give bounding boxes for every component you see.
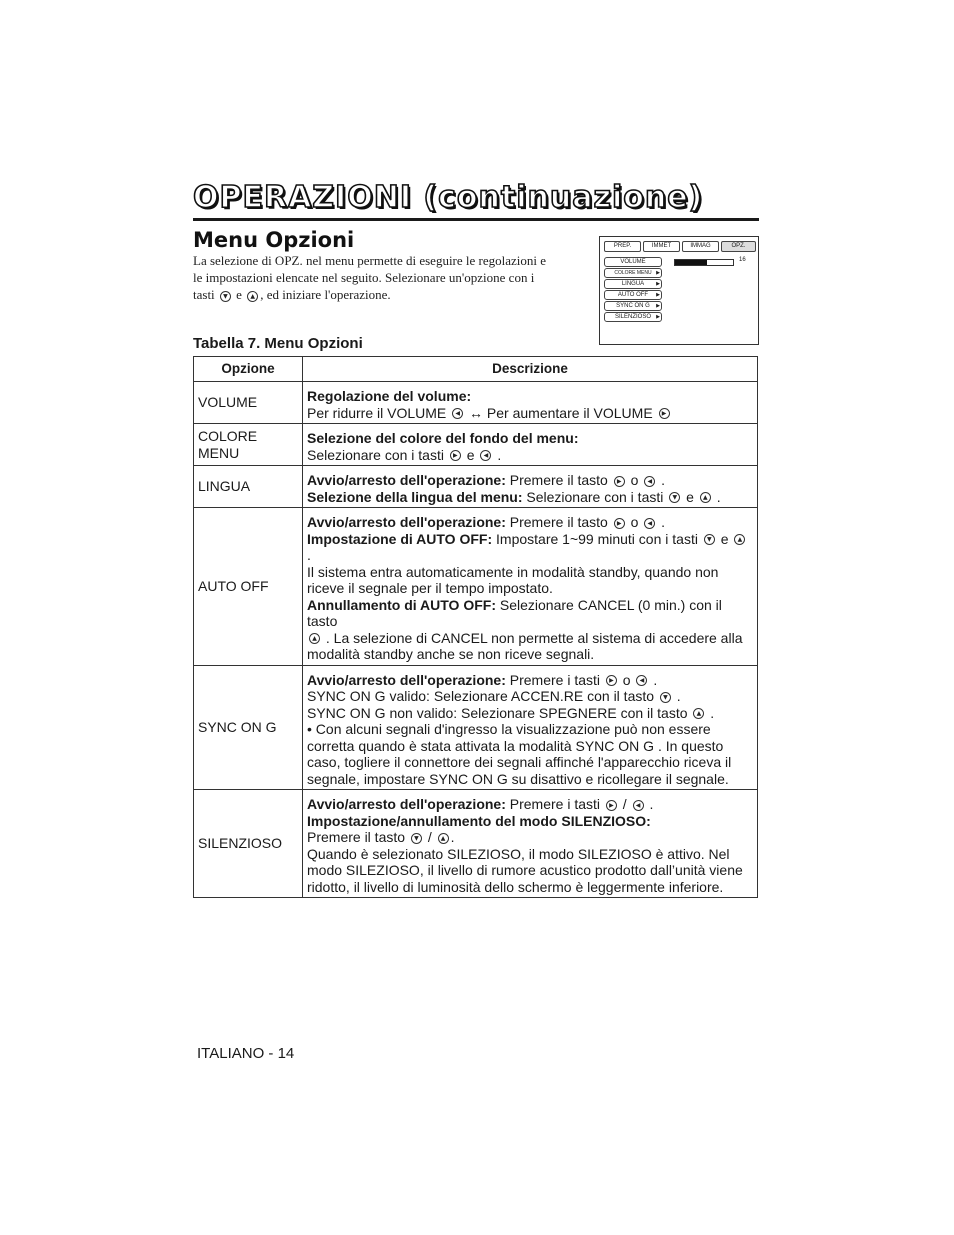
- left-key-icon: ◀: [636, 675, 647, 686]
- table-row: [194, 508, 758, 666]
- option-cell: LINGUA: [194, 466, 303, 508]
- option-cell: AUTO OFF: [194, 508, 303, 666]
- osd-tab-opz: OPZ.: [721, 241, 756, 252]
- table-row: [194, 665, 758, 790]
- description-cell: Selezione del colore del fondo del menu: Selezionare con i tasti ▶ e ◀ .: [303, 424, 758, 466]
- table-row: [194, 382, 758, 424]
- down-key-icon: ▼: [660, 692, 671, 703]
- intro-line: La selezione di OPZ. nel menu permette di eseguire le regolazioni e: [193, 253, 547, 268]
- osd-menu-screen: [599, 236, 759, 345]
- down-key-icon: ▼: [411, 833, 422, 844]
- osd-volume-fill: [675, 260, 707, 265]
- osd-item-list: [604, 257, 662, 323]
- right-key-icon: ▶: [659, 408, 670, 419]
- down-key-icon: ▼: [220, 291, 231, 302]
- right-key-icon: ▶: [614, 476, 625, 487]
- description-cell: Avvio/arresto dell'operazione: Premere il tasto ▶ o ◀ . Impostazione di AUTO OFF: Impostare 1~99 minuti con i tasti ▼ e ▲ . Il sistema entra automaticamente in modalità standby, quando non riceve il segnale per il tempo impostato. Annullamento di AUTO OFF: Selezionare CANCEL (0 min.) con il tasto ▲ . La selezione di CANCEL non permette al sistema di accedere alla modalità standby anche se non riceve segnali.: [303, 508, 758, 666]
- arrow-right-icon: ▶: [656, 314, 660, 320]
- down-key-icon: ▼: [669, 492, 680, 503]
- osd-item-volume: VOLUME: [604, 257, 662, 267]
- intro-text: tasti: [193, 287, 215, 302]
- right-key-icon: ▶: [614, 518, 625, 529]
- description-cell: Regolazione del volume: Per ridurre il VOLUME ◀ ↔ Per aumentare il VOLUME ▶: [303, 382, 758, 424]
- arrow-right-icon: ▶: [656, 281, 660, 287]
- osd-item-sync-on-g: SYNC ON G ▶: [604, 301, 662, 311]
- osd-volume-bar: [674, 259, 734, 266]
- osd-tab-immet: IMMET: [643, 241, 680, 252]
- osd-tab-prep: PREP.: [604, 241, 641, 252]
- osd-item-auto-off: AUTO OFF ▶: [604, 290, 662, 300]
- page-footer: ITALIANO - 14: [197, 1045, 295, 1062]
- arrow-right-icon: ▶: [656, 292, 660, 298]
- table-row: [194, 424, 758, 466]
- up-key-icon: ▲: [309, 633, 320, 644]
- intro-text: e: [236, 287, 242, 302]
- down-key-icon: ▼: [704, 534, 715, 545]
- up-key-icon: ▲: [693, 708, 704, 719]
- osd-volume-value: 16: [739, 257, 746, 263]
- arrow-right-icon: ▶: [656, 303, 660, 309]
- intro-paragraph: [193, 252, 588, 303]
- up-key-icon: ▲: [247, 291, 258, 302]
- table-header-row: [194, 357, 758, 382]
- options-table: [193, 356, 758, 898]
- left-key-icon: ◀: [633, 800, 644, 811]
- right-key-icon: ▶: [606, 675, 617, 686]
- option-cell: SILENZIOSO: [194, 790, 303, 898]
- left-key-icon: ◀: [644, 476, 655, 487]
- description-cell: Avvio/arresto dell'operazione: Premere i tasti ▶ o ◀ . SYNC ON G valido: Selezionare ACCEN.RE con il tasto ▼ . SYNC ON G non valido: Selezionare SPEGNERE con il tasto ▲ . • Con alcuni segnali d'ingresso la visualizzazione può non essere corretta quando è stata attivata la modalità SYNC ON G . In questo caso, togliere il connettore dei segnali affinché l'apparecchio riceva il segnale, impostare SYNC ON G su disattivo e ricollegare il segnale.: [303, 665, 758, 790]
- intro-line: [193, 286, 588, 303]
- osd-item-lingua: LINGUA ▶: [604, 279, 662, 289]
- left-key-icon: ◀: [644, 518, 655, 529]
- right-key-icon: ▶: [606, 800, 617, 811]
- page-title: OPERAZIONI (continuazione): [193, 180, 704, 215]
- intro-line: le impostazioni elencate nel seguito. Selezionare un'opzione con i: [193, 270, 535, 285]
- table-row: [194, 790, 758, 898]
- right-key-icon: ▶: [450, 450, 461, 461]
- up-key-icon: ▲: [734, 534, 745, 545]
- header-cell: Opzione: [194, 357, 303, 382]
- arrow-right-icon: ▶: [656, 270, 660, 276]
- osd-tab-immag: IMMAG: [682, 241, 719, 252]
- title-divider: [193, 218, 759, 221]
- option-cell: COLORE MENU: [194, 424, 303, 466]
- option-cell: SYNC ON G: [194, 665, 303, 790]
- up-key-icon: ▲: [438, 833, 449, 844]
- left-key-icon: ◀: [452, 408, 463, 419]
- osd-item-colore-menu: COLORE MENU ▶: [604, 268, 662, 278]
- description-cell: Avvio/arresto dell'operazione: Premere il tasto ▶ o ◀ . Selezione della lingua del menu: Selezionare con i tasti ▼ e ▲ .: [303, 466, 758, 508]
- intro-text: , ed iniziare l'operazione.: [260, 287, 391, 302]
- up-key-icon: ▲: [700, 492, 711, 503]
- description-cell: Avvio/arresto dell'operazione: Premere i tasti ▶ / ◀ . Impostazione/annullamento del modo SILENZIOSO: Premere il tasto ▼ / ▲ . Quando è selezionato SILEZIOSO, il modo SILEZIOSO è attivo. Nel modo SILEZIOSO, il livello di rumore acustico prodotto dall’unità viene ridotto, il livello di luminosità dello schermo è leggermente inferiore.: [303, 790, 758, 898]
- option-cell: VOLUME: [194, 382, 303, 424]
- osd-tabs: [604, 241, 754, 251]
- section-heading: Menu Opzioni: [193, 228, 355, 252]
- table-caption: Tabella 7. Menu Opzioni: [193, 335, 363, 352]
- header-cell: Descrizione: [303, 357, 758, 382]
- table-row: [194, 466, 758, 508]
- left-key-icon: ◀: [480, 450, 491, 461]
- osd-item-silenzioso: SILENZIOSO ▶: [604, 312, 662, 322]
